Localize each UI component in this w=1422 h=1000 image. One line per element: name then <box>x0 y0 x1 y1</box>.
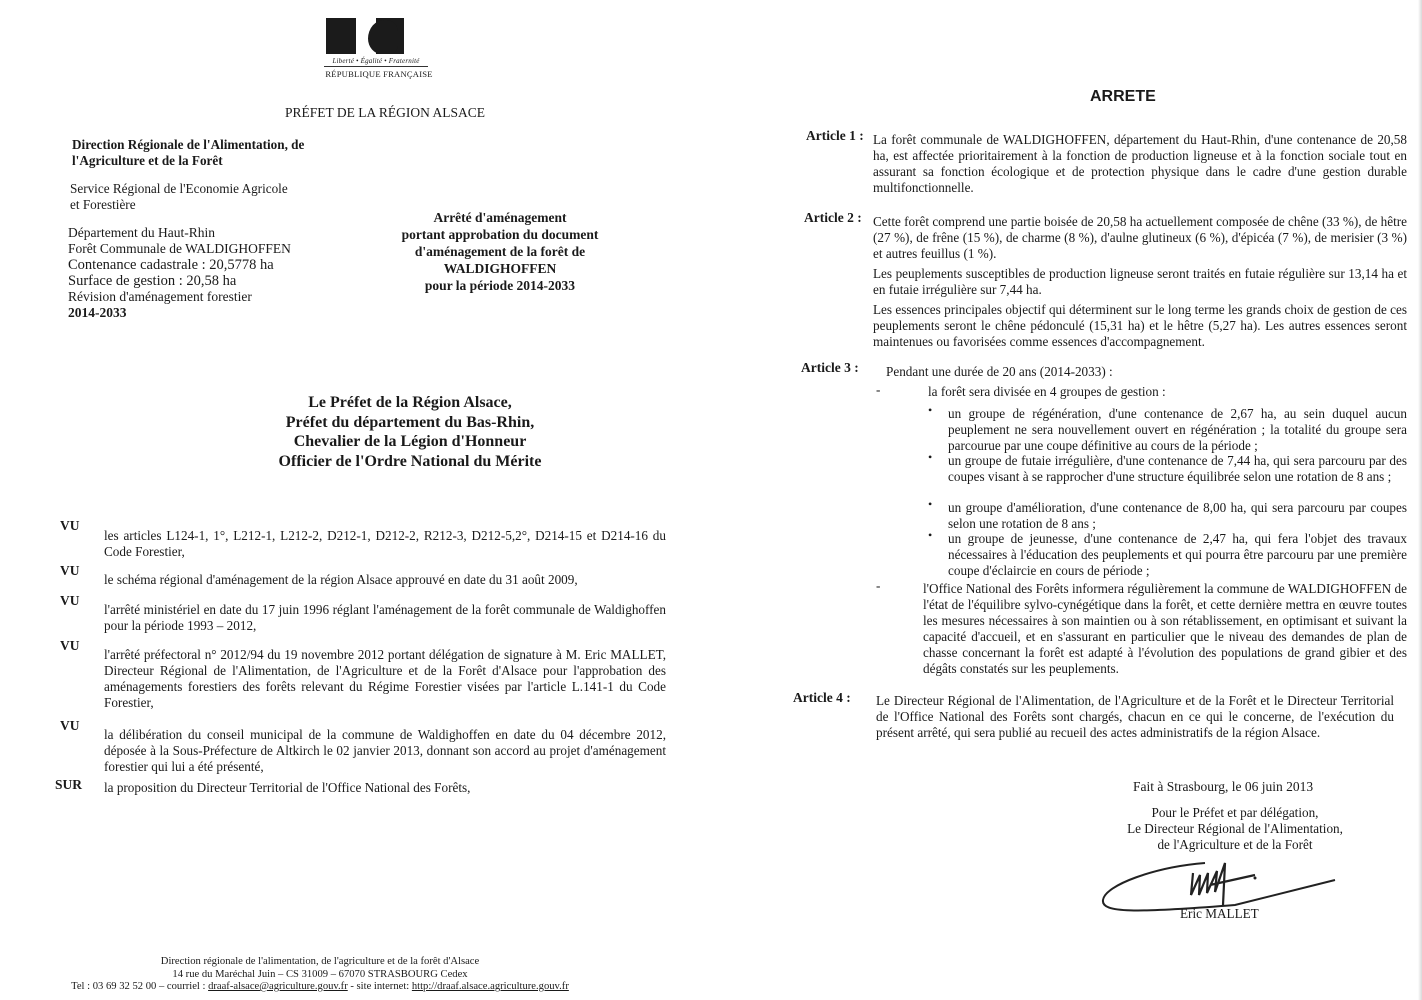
article-label: Article 3 : <box>801 360 859 375</box>
article-3-intro: Pendant une durée de 20 ans (2014-2033) : <box>886 364 1113 379</box>
vu-text: les articles L124-1, 1°, L212-1, L212-2, D212-1, D212-2, R212-3, D212-5,2°, D214-15 et D214-16 du Code Forestier, <box>104 528 666 559</box>
surface: Surface de gestion : 20,58 ha <box>68 273 237 289</box>
prefet-line: Préfet du département du Bas-Rhin, <box>285 413 535 431</box>
republique-francaise-logo <box>324 18 434 79</box>
article-label: Article 4 : <box>793 690 851 705</box>
scan-edge <box>1418 0 1422 1000</box>
group-item: un groupe de futaie irrégulière, d'une contenance de 7,44 ha, qui sera parcouru par des coupes visant à se rapprocher d'une structure équilibrée selon une rotation de 8 ans ; <box>948 453 1407 484</box>
article-1-text: La forêt communale de WALDIGHOFFEN, département du Haut-Rhin, d'une contenance de 20,58 ha, est affectée prioritairement à la fonction de production ligneuse et à la fonction sociale tout en assurant sa fonction écologique et de protection physique dans le cadre d'une gestion durable multifonctionnelle. <box>873 132 1407 195</box>
prefet-line: Le Préfet de la Région Alsace, <box>308 394 512 411</box>
arrete-title-line: d'aménagement de la forêt de <box>414 244 586 259</box>
bullet-icon: • <box>928 403 933 417</box>
service-line: et Forestière <box>70 197 136 212</box>
arrete-heading: ARRETE <box>1090 88 1156 105</box>
bullet-icon: • <box>928 497 933 511</box>
article-4-text: Le Directeur Régional de l'Alimentation, de l'Agriculture et de la Forêt et le Directeur Territorial de l'Office National des Forêts sont chargés, chacun en ce qui le concerne, de l'exécution du présent arrêté, qui sera publié au recueil des actes administratifs de la région Alsace. <box>876 693 1394 740</box>
footer-line: Direction régionale de l'alimentation, de l'agriculture et de la forêt d'Alsace <box>160 956 480 967</box>
footer-tel: Tel : 03 69 32 52 00 – courriel : <box>71 981 209 992</box>
footer-block <box>40 956 600 994</box>
bullet-icon: • <box>928 450 933 464</box>
vu-text: l'arrêté ministériel en date du 17 juin 1996 réglant l'aménagement de la forêt communale de Waldighoffen pour la période 1993 – 2012, <box>104 602 666 633</box>
marianne-logo-icon <box>326 18 404 54</box>
departement: Département du Haut-Rhin <box>68 225 215 240</box>
group-item: un groupe d'amélioration, d'une contenance de 8,00 ha, qui sera parcouru par coupes selon une rotation de 8 ans ; <box>948 500 1407 531</box>
signatory-line: de l'Agriculture et de la Forêt <box>1157 837 1313 852</box>
logo-motto: Liberté • Égalité • Fraternité <box>324 57 428 67</box>
forest-info-block <box>68 225 291 321</box>
arrete-title-line: pour la période 2014-2033 <box>424 278 576 293</box>
article-3-groups-intro: la forêt sera divisée en 4 groupes de gestion : <box>928 384 1166 399</box>
vu-label: VU <box>60 593 80 608</box>
signatory-line: Le Directeur Régional de l'Alimentation, <box>1127 821 1343 836</box>
article-label: Article 1 : <box>806 128 864 143</box>
direction-line: l'Agriculture et de la Forêt <box>72 153 223 168</box>
prefet-line: Officier de l'Ordre National du Mérite <box>278 452 542 470</box>
service-block <box>70 181 288 213</box>
prefet-block <box>220 393 600 471</box>
vu-text: la délibération du conseil municipal de la commune de Waldighoffen en date du 04 décembre 2012, déposée à la Sous-Préfecture de Altkirch le 02 janvier 2013, donnant son accord au projet d'aménagement forestier qui lui a été présenté, <box>104 727 666 774</box>
dash-marker: - <box>876 578 881 593</box>
contenance: Contenance cadastrale : 20,5778 ha <box>68 257 274 273</box>
arrete-title-line: Arrêté d'aménagement <box>433 210 567 225</box>
dash-marker: - <box>876 382 881 397</box>
direction-line: Direction Régionale de l'Alimentation, de <box>72 137 305 152</box>
article-3-onf-text: l'Office National des Forêts informera régulièrement la commune de WALDIGHOFFEN de l'état de l'équilibre sylvo-cynégétique dans la forêt, et cette dernière mettra en œuvre toutes les mesures nécessaires à son maintien ou à son rétablissement, en optimisant et suivant la capacité d'accueil, et en s'assurant en particulier que le niveau des demandes de plan de chasse concernant la forêt est adapté à l'évolution des populations de grand gibier et des dégâts constatés sur les peuplements. <box>923 581 1407 676</box>
bullet-icon: • <box>928 528 933 542</box>
footer-email-link[interactable]: draaf-alsace@agriculture.gouv.fr <box>208 981 348 992</box>
footer-site-label: - site internet: <box>347 981 412 992</box>
arrete-title-line: portant approbation du document <box>401 227 599 242</box>
vu-text: le schéma régional d'aménagement de la région Alsace approuvé en date du 31 août 2009, <box>104 572 578 587</box>
sur-label: SUR <box>55 777 83 792</box>
vu-label: VU <box>60 563 80 578</box>
vu-text: l'arrêté préfectoral n° 2012/94 du 19 novembre 2012 portant délégation de signature à M. Eric MALLET, Directeur Régional de l'Alimentation, de l'Agriculture et de la Forêt d'Alsace pour l'approbation des aménagements forestiers des forêts relevant du Régime Forestier visées par l'article L.141-1 du Code Forestier, <box>104 647 666 710</box>
sur-text: la proposition du Directeur Territorial de l'Office National des Forêts, <box>104 780 471 795</box>
periode: 2014-2033 <box>68 305 127 320</box>
signatory-line: Pour le Préfet et par délégation, <box>1151 805 1319 820</box>
arrete-title <box>370 209 630 294</box>
arrete-title-line: WALDIGHOFFEN <box>443 261 557 276</box>
vu-label: VU <box>60 638 80 653</box>
article-label: Article 2 : <box>804 210 862 225</box>
foret-name: Forêt Communale de WALDIGHOFFEN <box>68 241 291 256</box>
article-2-paragraph: Les peuplements susceptibles de production ligneuse seront traités en futaie régulière sur 13,14 ha et en futaie irrégulière sur 7,44 ha. <box>873 266 1407 297</box>
footer-website-link[interactable]: http://draaf.alsace.agriculture.gouv.fr <box>411 981 569 992</box>
group-item: un groupe de régénération, d'une contenance de 2,67 ha, au sein duquel aucun peuplement ne sera nouvellement ouvert en régénération ; la totalité du groupe sera parcourue par une coupe définitive au cours de la période ; <box>948 406 1407 453</box>
article-2-text <box>873 214 1407 350</box>
vu-label: VU <box>60 518 80 533</box>
article-2-paragraph: Les essences principales objectif qui déterminent sur le long terme les grands choix de gestion de ces peuplements seront le chêne pédonculé (15,31 ha) et le hêtre (5,27 ha). Les autres essences seront maintenues ou favorisées comme essences d'accompagnement. <box>873 302 1407 349</box>
direction-block <box>72 137 304 169</box>
group-item: un groupe de jeunesse, d'une contenance de 2,47 ha, qui fera l'objet des travaux nécessaires à l'éducation des peuplements et qui pourra être parcouru par une première coupe d'éclaircie en cours de période ; <box>948 531 1407 578</box>
signatory-name: Eric MALLET <box>1180 906 1259 921</box>
article-2-paragraph: Cette forêt comprend une partie boisée de 20,58 ha actuellement composée de chêne (33 %), de hêtre (27 %), de frêne (15 %), de charme (8 %), d'aulne glutineux (6 %), d'épicéa (7 %), de merisier (3 %) et autres feuillus (1 %). <box>873 214 1407 261</box>
place-date: Fait à Strasbourg, le 06 juin 2013 <box>1133 779 1314 794</box>
prefet-title: PRÉFET DE LA RÉGION ALSACE <box>285 105 486 120</box>
service-line: Service Régional de l'Economie Agricole <box>70 181 288 196</box>
prefet-line: Chevalier de la Légion d'Honneur <box>293 433 527 450</box>
revision: Révision d'aménagement forestier <box>68 289 252 304</box>
logo-republic: RÉPUBLIQUE FRANÇAISE <box>325 69 433 79</box>
footer-line: 14 rue du Maréchal Juin – CS 31009 – 67070 STRASBOURG Cedex <box>172 968 468 980</box>
vu-label: VU <box>60 718 80 733</box>
